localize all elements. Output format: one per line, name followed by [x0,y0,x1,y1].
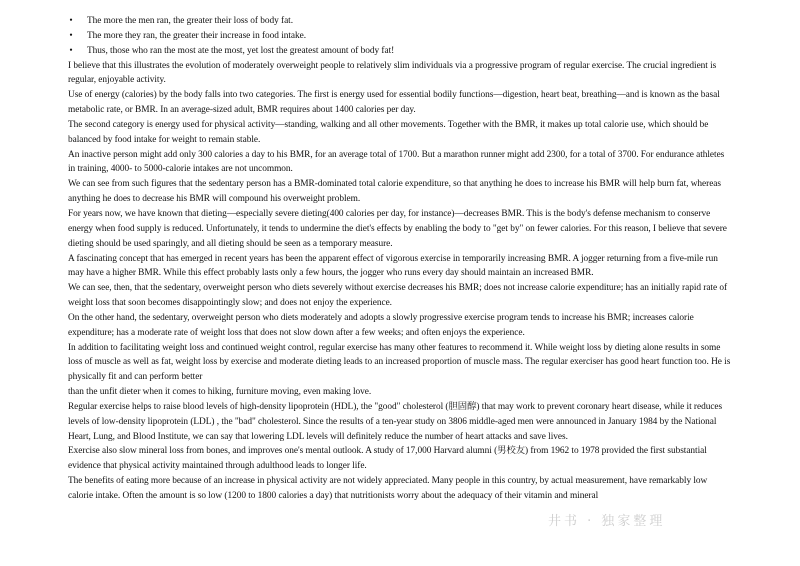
paragraph: than the unfit dieter when it comes to hiking, furniture moving, even making love. [68,387,372,398]
paragraph: We can see from such figures that the sedentary person has a BMR-dominated total calorie expenditure, so that anything he does to increase his BMR will help burn fat, whereas anything he does to decrease his BMR will compound his overweight problem. [68,179,721,205]
paragraph: For years now, we have known that dieting—especially severe dieting(400 calories per day, for instance)—decreases BMR. This is the body's defense mechanism to conserve energy when food supply is reduced. Unfortunately, it tends to undermine the diet's effects by enabling the body to "get by" on fewer calories. For this reason, I believe that severe dieting should be used sparingly, and all dieting should be seen as a temporary measure. [68,208,727,249]
paragraph: A fascinating concept that has emerged in recent years has been the apparent effect of vigorous exercise in temporarily increasing BMR. A jogger returning from a five-mile run may have a higher BMR. While this effect probably lasts only a few hours, the jogger who runs every day should maintain an increased BMR. [68,253,718,279]
bullet-item [68,29,732,44]
bullet-text: The more they ran, the greater their increase in food intake. [87,30,307,41]
paragraph: On the other hand, the sedentary, overweight person who diets moderately and adopts a slowly progressive exercise program tends to increase his BMR; increases calorie expenditure; has a moderate rate of weight loss that does not slow down after a few weeks; and often enjoys the experience. [68,312,694,338]
bullet-item [68,44,732,59]
bullet-item [68,14,732,29]
bullet-dot: • [69,45,73,56]
bullet-dot: • [69,16,73,26]
paragraph: Use of energy (calories) by the body falls into two categories. The first is energy used for essential bodily functions—digestion, heart beat, breathing—and is known as the basal metabolic rate, or BMR. In an average-sized adult, BMR requires about 1400 calories per day. [68,90,720,116]
paragraph: The second category is energy used for physical activity—standing, walking and all other movements. Together with the BMR, it makes up total calorie use, which should be balanced by food intake for weight to remain stable. [68,119,709,145]
paragraph: An inactive person might add only 300 calories a day to his BMR, for an average total of 1700. But a marathon runner might add 2300, for a total of 3700. For endurance athletes in training, 4000- to 5000-calorie intakes are not uncommon. [68,149,725,175]
paragraph: I believe that this illustrates the evolution of moderately overweight people to relatively slim individuals via a progressive program of regular exercise. The crucial ingredient is regular, enjoyable activity. [68,60,717,86]
bullet-dot: • [69,30,73,41]
bullet-text: The more the men ran, the greater their loss of body fat. [87,16,294,26]
paragraph: In addition to facilitating weight loss and continued weight control, regular exercise has many other features to recommend it. While weight loss by dieting alone results in some loss of muscle as well as fat, weight loss by exercise and moderate dieting leads to an increased proportion of muscle mass. The regular exerciser has good heart function too. He is physically fit and can perform better [68,342,731,383]
paragraph: We can see, then, that the sedentary, overweight person who diets severely without exercise decreases his BMR; does not increase calorie expenditure; has an initially rapid rate of weight loss that soon becomes disappointingly slow; and does not enjoy the experience. [68,283,728,309]
bullet-text: Thus, those who ran the most ate the most, yet lost the greatest amount of body fat! [87,45,395,56]
paragraph: Exercise also slow mineral loss from bones, and improves one's mental outlook. A study of 17,000 Harvard alumni (男校友) from 1962 to 1978 provided the first substantial evidence that physical activity maintained through adulthood leads to longer life. [68,446,707,472]
watermark: 井书 · 独家整理 [548,514,666,529]
document-page [68,14,732,504]
paragraph: The benefits of eating more because of an increase in physical activity are not widely appreciated. Many people in this country, by actual measurement, have remarkably low calorie intake. Often the amount is so low (1200 to 1800 calories a day) that nutritionists worry about the adequacy of their vitamin and mineral [68,476,708,501]
paragraph: Regular exercise helps to raise blood levels of high-density lipoprotein (HDL), the "good" cholesterol (胆固醇) that may work to prevent coronary heart disease, while it reduces levels of low-density lipoprotein (LDL) , the "bad" cholesterol. Since the results of a ten-year study on 3806 middle-aged men were announced in January 1984 by the National Heart, Lung, and Blood Institute, we can say that lowering LDL levels will definitely reduce the number of heart attacks and save lives. [68,401,723,442]
